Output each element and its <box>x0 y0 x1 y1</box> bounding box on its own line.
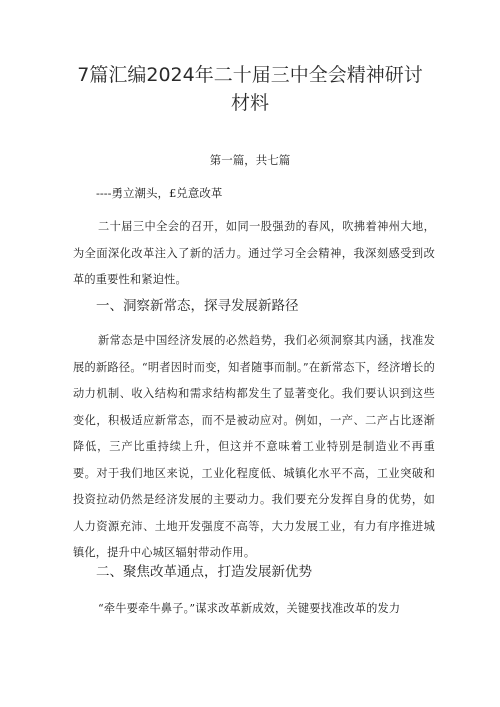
document-title-line1: 7篇汇编2024年二十届三中全会精神研讨 <box>77 64 423 86</box>
section-heading-2: 二、聚焦改革通点，打造发展新优势 <box>96 564 312 580</box>
document-title-line2: 材料 <box>230 92 269 114</box>
section-heading-1: 一、洞察新常态，探寻发展新路径 <box>96 298 299 314</box>
section-paragraph-2: “牵牛要牵牛鼻子。”谋求改革新成效，关键要找准改革的发力 <box>98 602 401 615</box>
article-subtitle: ----勇立潮头，£兑意改革 <box>96 186 223 200</box>
intro-paragraph: 二十届三中全会的召开，如同一股强劲的春风，吹拂着神州大地，为全面深化改革注入了新的活力。通过学习全会精神，我深刻感受到改革的重要性和紧迫性。 <box>73 220 435 286</box>
part-label: 第一篇，共七篇 <box>209 153 291 167</box>
section-paragraph-1: 新常态是中国经济发展的必然趋势，我们必须洞察其内涵，找准发展的新路径。“明者因时而变，知者随事而制。”在新常态下，经济增长的动力机制、收入结构和需求结构都发生了显著变化。我们要认识到这些变化，积极适应新常态，而不是被动应对。例如，一产、二产占比逐渐降低，三产比重持续上升，但这并不意味着工业特别是制造业不再重要。对于我们地区来说，工业化程度低、城镇化水平不高，工业突破和投资拉动仍然是经济发展的主要动力。我们要充分发挥自身的优势，如人力资源充沛、土地开发强度不高等，大力发展工业，有力有序推进城镇化，提升中心城区辐射带动作用。 <box>73 334 435 559</box>
